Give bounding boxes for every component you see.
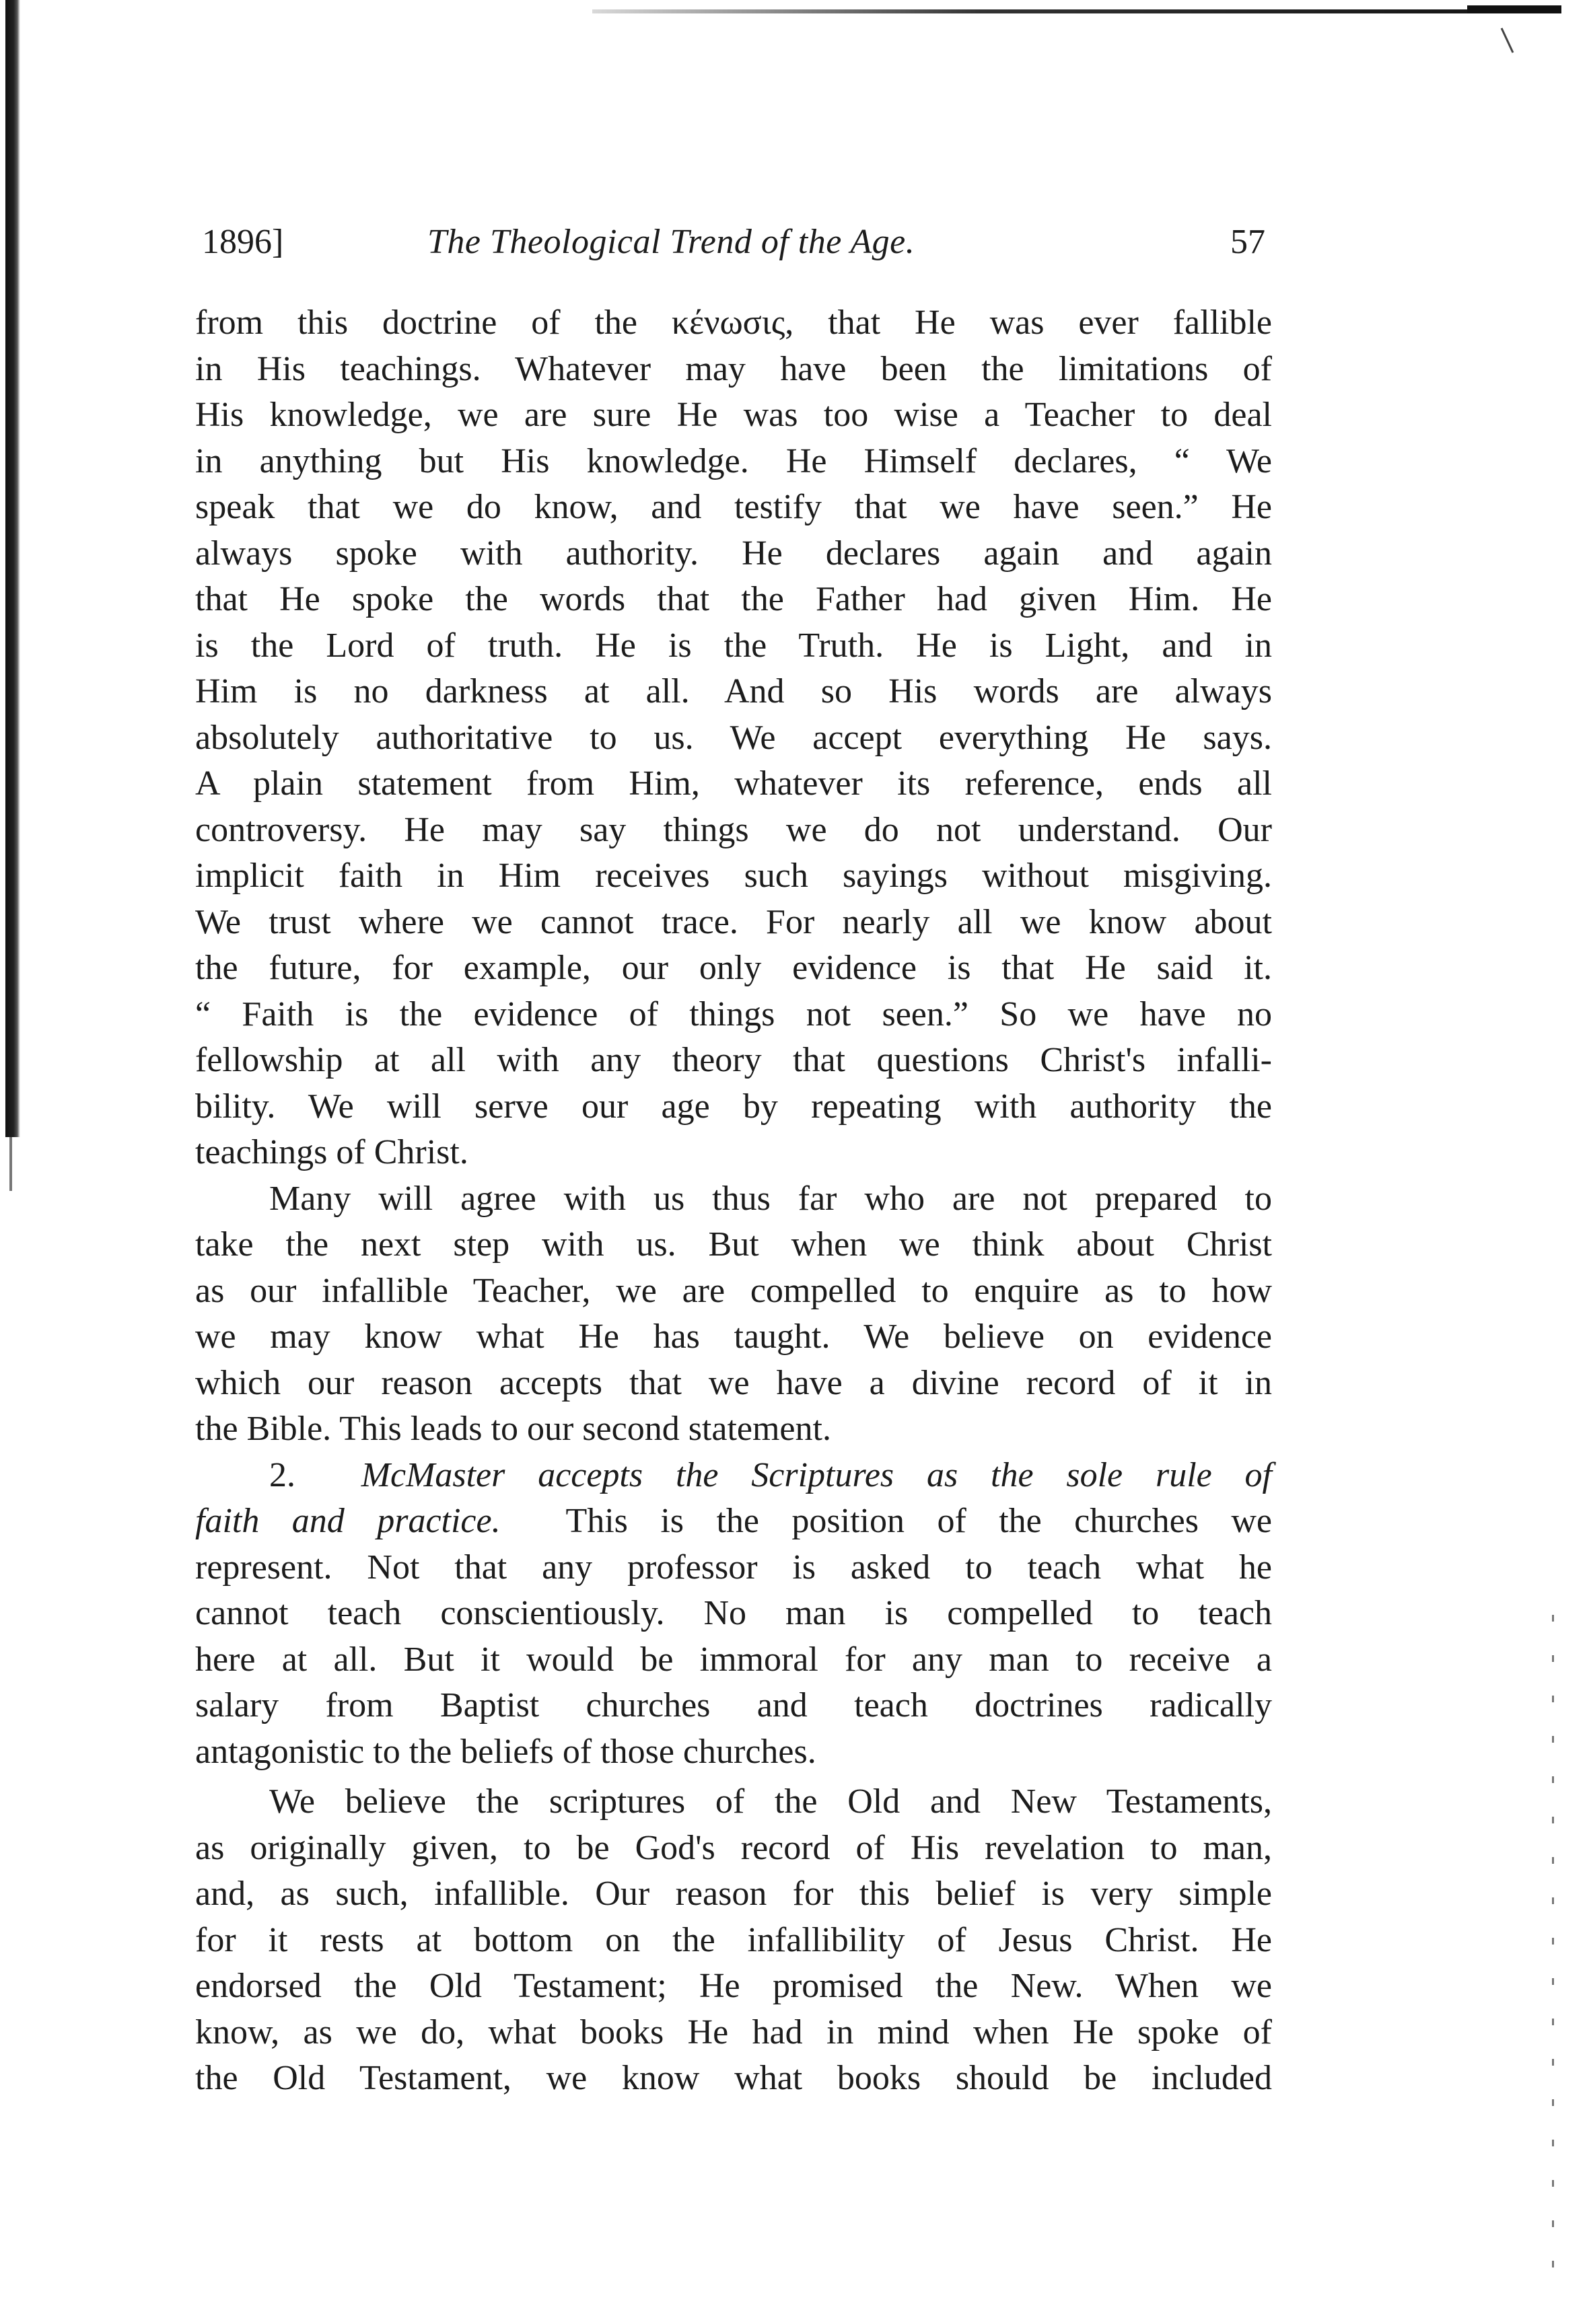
header-title: The Theological Trend of the Age. [427,223,915,261]
text-fragment: This is the position of the churches we [565,1502,1273,1540]
text-line [195,1498,1272,1545]
section-heading-line [195,1453,1272,1499]
text-line: implicit faith in Him receives such sayings without misgiving. [195,857,1272,895]
text-line: the Bible. This leads to our second statement. [195,1410,831,1448]
text-line: antagonistic to the beliefs of those churches. [195,1732,816,1771]
text-line: in His teachings. Whatever may have been the limitations of [195,349,1272,388]
text-line: the Old Testament, we know what books should be included [195,2059,1272,2097]
section-heading-continued: faith and practice. [195,1502,501,1540]
scan-edge-right [1552,1615,1554,2288]
section-number: 2. [269,1455,295,1494]
text-line: A plain statement from Him, whatever its reference, ends all [195,764,1272,803]
text-line: know, as we do, what books He had in mind when He spoke of [195,2012,1272,2051]
text-line: bility. We will serve our age by repeating with authority the [195,1087,1272,1126]
text-line: for it rests at bottom on the infallibility of Jesus Christ. He [195,1920,1272,1959]
text-line: We trust where we cannot trace. For nearly all we know about [195,902,1272,941]
scan-edge-top [592,9,1561,13]
text-line: Many will agree with us thus far who are not prepared to [269,1179,1272,1218]
paragraph-1 [195,300,1272,1176]
text-line: that He spoke the words that the Father had given Him. He [195,580,1272,618]
running-head [202,222,1265,269]
page-number: 57 [1230,223,1265,261]
text-line: fellowship at all with any theory that questions Christ's infalli- [195,1041,1272,1079]
text-line: cannot teach conscientiously. No man is compelled to teach [195,1594,1272,1632]
scan-edge-top-corner [1467,5,1561,13]
text-line: Him is no darkness at all. And so His words are always [195,672,1272,711]
text-line: controversy. He may say things we do not understand. Our [195,810,1272,849]
text-line: as our infallible Teacher, we are compelled to enquire as to how [195,1271,1272,1310]
text-line: which our reason accepts that we have a divine record of it in [195,1363,1272,1402]
paragraph-4 [195,1779,1272,2102]
text-line: we may know what He has taught. We believe on evidence [195,1317,1272,1356]
text-line: absolutely authoritative to us. We accept everything He says. [195,718,1272,757]
text-line: and, as such, infallible. Our reason for this belief is very simple [195,1875,1272,1913]
page-body [195,300,1272,2102]
header-year: 1896] [202,223,284,261]
text-line: speak that we do know, and testify that we have seen.” He [195,488,1272,526]
text-line: the future, for example, our only evidence is that He said it. [195,949,1272,987]
text-line: as originally given, to be God's record of His revelation to man, [195,1828,1272,1867]
text-line: salary from Baptist churches and teach doctrines radically [195,1686,1272,1724]
text-line: His knowledge, we are sure He was too wise a Teacher to deal [195,396,1272,434]
text-line: teachings of Christ. [195,1133,468,1171]
text-line: always spoke with authority. He declares again and again [195,534,1272,573]
section-heading: McMaster accepts the Scriptures as the sole rule of [361,1455,1272,1494]
text-line: endorsed the Old Testament; He promised the New. When we [195,1967,1272,2005]
text-line: from this doctrine of the κένωσις, that He was ever fallible [195,303,1272,342]
text-line: take the next step with us. But when we think about Christ [195,1225,1272,1264]
scan-edge-left [5,0,20,1137]
scan-speck [1501,28,1514,53]
paragraph-2 [195,1176,1272,1453]
text-line: is the Lord of truth. He is the Truth. He is Light, and in [195,626,1272,665]
text-line: “ Faith is the evidence of things not seen.” So we have no [195,994,1272,1033]
text-line: represent. Not that any professor is asked to teach what he [195,1548,1272,1587]
text-line: in anything but His knowledge. He Himself declares, “ We [195,441,1272,480]
text-line: here at all. But it would be immoral for any man to receive a [195,1640,1272,1679]
scan-edge-left-mark [9,1137,12,1191]
text-line: We believe the scriptures of the Old and New Testaments, [269,1782,1272,1821]
paragraph-3 [195,1453,1272,1776]
